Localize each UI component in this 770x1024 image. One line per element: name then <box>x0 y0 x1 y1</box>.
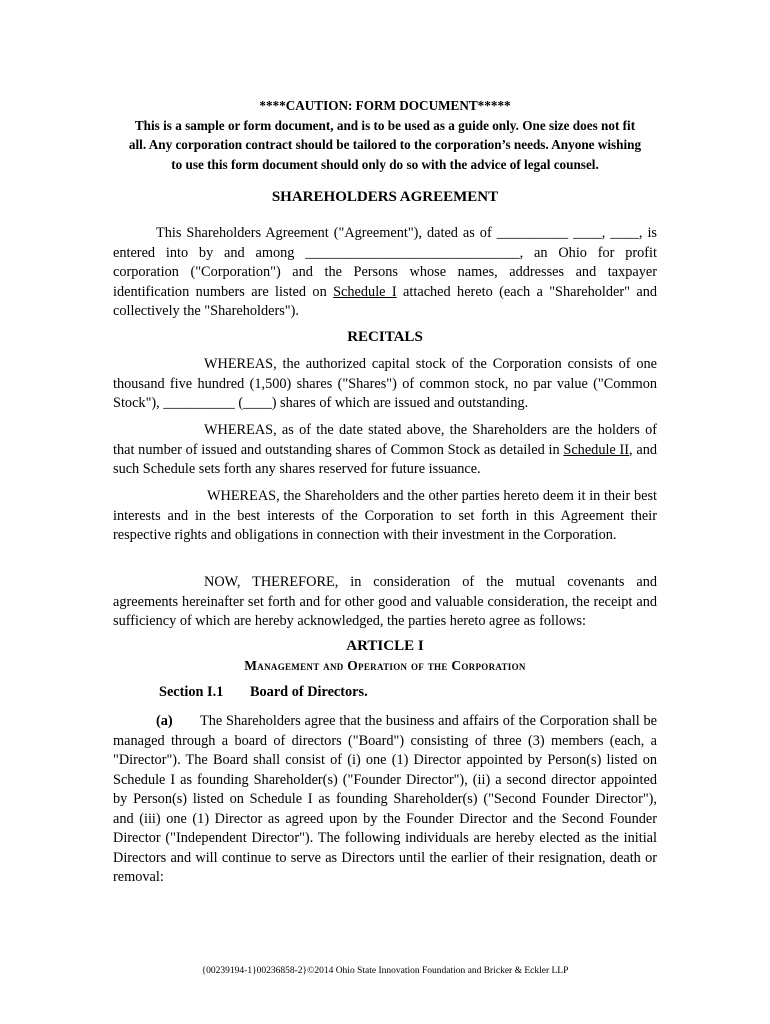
document-title: SHAREHOLDERS AGREEMENT <box>271 189 499 205</box>
schedule-i-reference: Schedule I <box>333 283 397 300</box>
clause-a <box>113 712 657 888</box>
recital-4 <box>113 573 657 632</box>
recital-2-text-1: WHEREAS, as of the date stated above, the Shareholders are the holders of that number of issued and outstanding shares of Common Stock as detailed in <box>113 422 657 458</box>
article-title: Management and Operation of the Corporation <box>244 658 526 673</box>
intro-text-1: This Shareholders Agreement ("Agreement"), dated as of __________ ____, ____, is entered into by and among ______________________________, an Ohio for profit corporation ("Corporation") and the Persons whose names, addresses and taxpayer identification numbers are listed on <box>113 225 657 300</box>
caution-line-1: This is a sample or form document, and is to be used as a guide only. One size does not fit <box>134 117 636 133</box>
section-heading <box>159 684 368 701</box>
caution-line-2: all. Any corporation contract should be tailored to the corporation’s needs. Anyone wishing <box>128 137 642 152</box>
recital-1-text: WHEREAS, the authorized capital stock of the Corporation consists of one thousand five hundred (1,500) shares ("Shares") of common stock, no par value ("Common Stock"), __________ (____) shares of which are issued and outstanding. <box>113 356 657 411</box>
recital-1 <box>113 355 657 414</box>
article-number: ARTICLE I <box>346 638 424 654</box>
recital-4-text: NOW, THEREFORE, in consideration of the mutual covenants and agreements hereinafter set forth and for other good and valuable consideration, the receipt and sufficiency of which are hereby acknowledged, the parties hereto agree as follows: <box>113 574 657 629</box>
caution-line-3: to use this form document should only do so with the advice of legal counsel. <box>171 156 599 172</box>
recital-3-text: WHEREAS, the Shareholders and the other parties hereto deem it in their best interests and in the best interests of the Corporation to set forth in this Agreement their respective rights and obligations in connection with their investment in the Corporation. <box>113 488 657 543</box>
section-number: Section I.1 <box>159 684 224 700</box>
recital-3 <box>113 487 657 546</box>
schedule-ii-reference: Schedule II <box>563 441 630 458</box>
intro-text-2: attached hereto (each a "Shareholder" and collectively the "Shareholders"). <box>113 283 657 319</box>
page-footer: {00239194-1}00236858-2}©2014 Ohio State Innovation Foundation and Bricker & Eckler LLP <box>201 966 569 976</box>
recital-2 <box>113 421 657 480</box>
caution-title: ****CAUTION: FORM DOCUMENT***** <box>259 98 511 113</box>
caution-notice <box>100 96 670 174</box>
recital-2-text-2: , and such Schedule sets forth any shares reserved for future issuance. <box>113 441 657 477</box>
section-title: Board of Directors. <box>250 684 368 700</box>
clause-a-label: (a) <box>156 713 173 729</box>
recitals-heading: RECITALS <box>347 329 423 345</box>
intro-paragraph <box>113 224 657 322</box>
clause-a-text: The Shareholders agree that the business and affairs of the Corporation shall be managed through a board of directors ("Board") consisting of three (3) members (each, a "Director"). The Board shall consist of (i) one (1) Director appointed by Person(s) listed on Schedule I as founding Shareholder(s) ("Founder Director"), (ii) a second director appointed by Person(s) listed on Schedule I as founding Shareholder(s) ("Second Founder Director"), and (iii) one (1) Director as agreed upon by the Founder Director and the Second Founder Director ("Independent Director"). The following individuals are hereby elected as the initial Directors and will continue to serve as Directors until the earlier of their resignation, death or removal: <box>113 713 657 885</box>
